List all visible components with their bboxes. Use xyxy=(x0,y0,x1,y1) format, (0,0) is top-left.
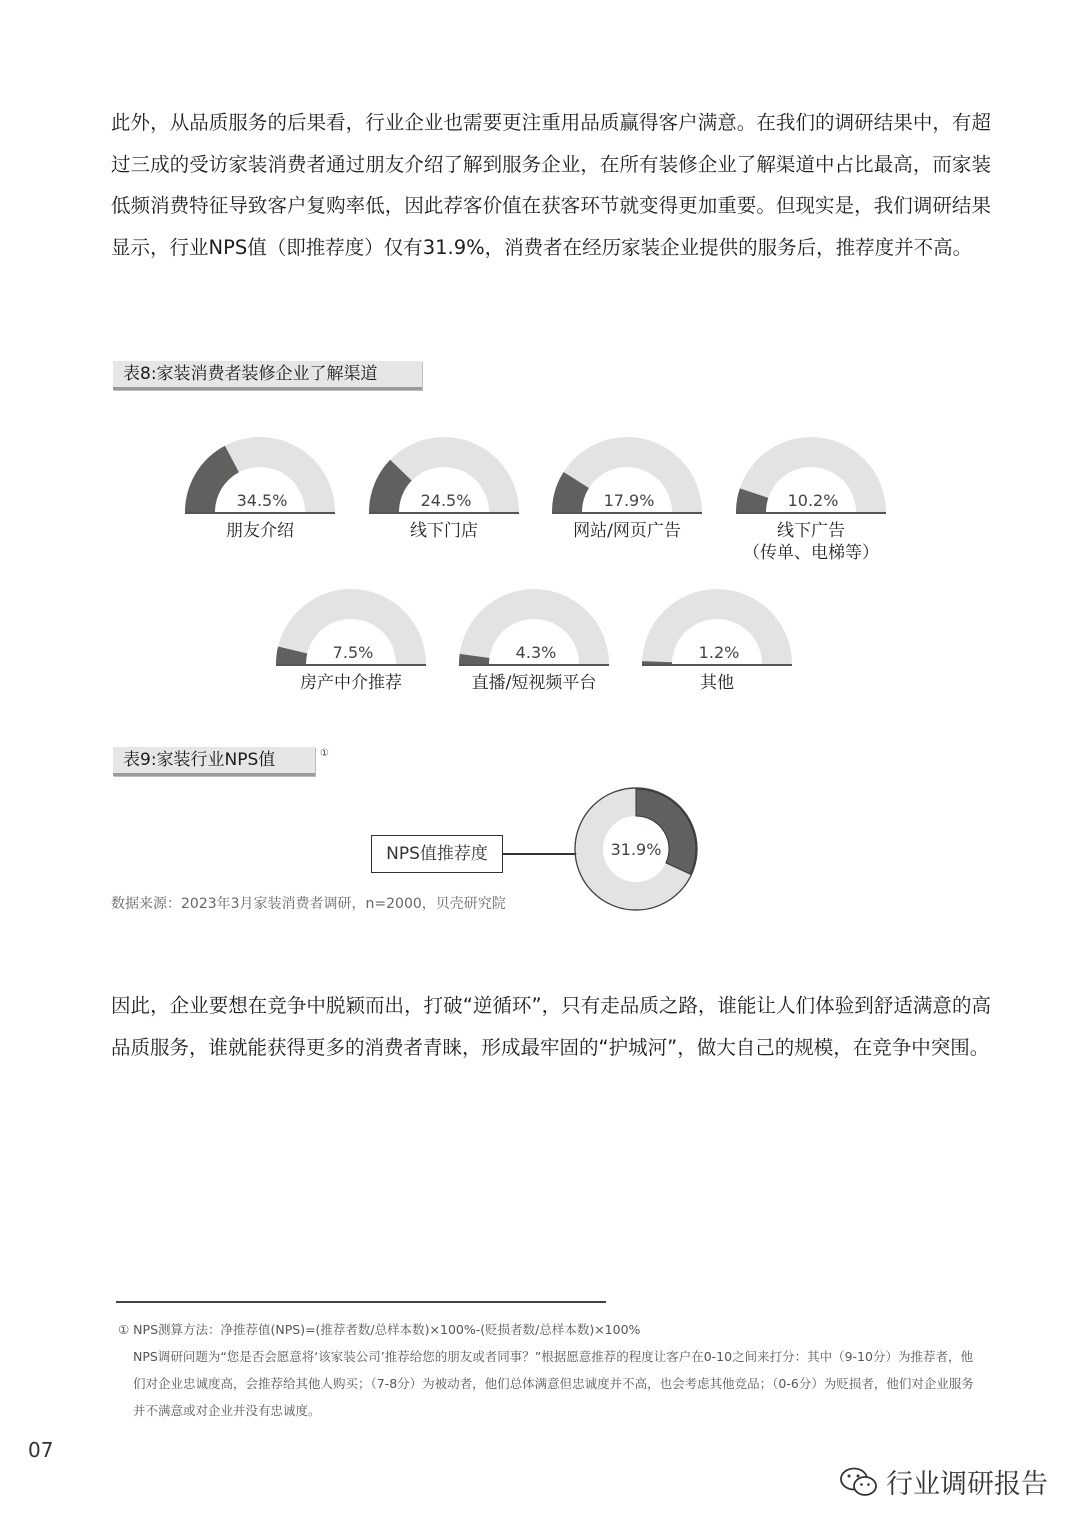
gauge-percent: 34.5% xyxy=(236,491,288,510)
gauge-label-line2: （传单、电梯等） xyxy=(743,543,879,563)
gauge-item xyxy=(185,436,335,546)
gauge-percent: 24.5% xyxy=(420,491,472,510)
gauge-percent: 1.2% xyxy=(698,643,740,662)
footnote-divider xyxy=(116,1301,606,1303)
watermark-text: 行业调研报告 xyxy=(886,1469,1048,1500)
footnote-method: ① NPS测算方法：净推荐值(NPS)=(推荐者数/总样本数)×100%-(贬损者数/总样本数)×100% xyxy=(118,1322,641,1337)
gauge-label-line1: 房产中介推荐 xyxy=(300,673,402,693)
gauge-item xyxy=(552,436,702,546)
table9-title-text: 表9:家装行业NPS值 xyxy=(123,750,276,770)
gauge-label-line1: 朋友介绍 xyxy=(226,521,294,541)
data-source: 数据来源：2023年3月家装消费者调研，n=2000，贝壳研究院 xyxy=(111,896,506,912)
gauge-percent: 17.9% xyxy=(603,491,655,510)
nps-label-box: NPS值推荐度 xyxy=(371,835,503,873)
gauge-item xyxy=(736,436,886,563)
gauge-label-line1: 线下门店 xyxy=(410,521,478,541)
wechat-icon xyxy=(838,1465,880,1499)
gauge-percent: 7.5% xyxy=(332,643,374,662)
gauge-item xyxy=(459,588,609,698)
footnote-explanation: NPS调研问题为“您是否会愿意将‘该家装公司’推荐给您的朋友或者同事？”根据愿意推荐的程度让客户在0-10之间来打分：其中（9-10分）为推荐者，他们对企业忠诚度高，会推荐给其他人购买；（7-8分）为被动者，他们总体满意但忠诚度并不高，也会考虑其他竞品；（0-6分）为贬损者，他们对企业服务并不满意或对企业并没有忠诚度。 xyxy=(133,1349,974,1418)
table9-title xyxy=(113,747,329,776)
gauge-label-line1: 线下广告 xyxy=(777,521,845,541)
gauge-label-line1: 直播/短视频平台 xyxy=(471,673,597,693)
intro-paragraph: 此外，从品质服务的后果看，行业企业也需要更注重用品质赢得客户满意。在我们的调研结果中，有超过三成的受访家装消费者通过朋友介绍了解到服务企业，在所有装修企业了解渠道中占比最高，而家装低频消费特征导致客户复购率低，因此荐客价值在获客环节就变得更加重要。但现实是，我们调研结果显示，行业NPS值（即推荐度）仅有31.9%，消费者在经历家装企业提供的服务后，推荐度并不高。 xyxy=(111,111,991,259)
table8-title: 表8:家装消费者装修企业了解渠道 xyxy=(113,361,422,390)
gauge-item xyxy=(642,588,792,698)
conclusion-paragraph: 因此，企业要想在竞争中脱颖而出，打破“逆循环”，只有走品质之路，谁能让人们体验到舒适满意的高品质服务，谁就能获得更多的消费者青睐，形成最牢固的“护城河”，做大自己的规模，在竞争中突围。 xyxy=(111,994,991,1059)
gauge-label-line1: 网站/网页广告 xyxy=(573,521,681,541)
donut-value-arc xyxy=(636,789,696,874)
connector-line xyxy=(503,853,577,855)
gauge-label-line1: 其他 xyxy=(700,673,734,693)
footnote-marker: ① xyxy=(320,748,329,759)
gauge-percent: 4.3% xyxy=(515,643,557,662)
gauge-item xyxy=(276,588,426,698)
page-number: 07 xyxy=(28,1438,54,1462)
gauge-percent: 10.2% xyxy=(787,491,839,510)
gauge-label xyxy=(607,672,827,694)
gauge-label xyxy=(701,520,921,564)
gauge-item xyxy=(369,436,519,546)
wechat-watermark xyxy=(838,1462,1048,1501)
nps-value: 31.9% xyxy=(610,840,662,859)
